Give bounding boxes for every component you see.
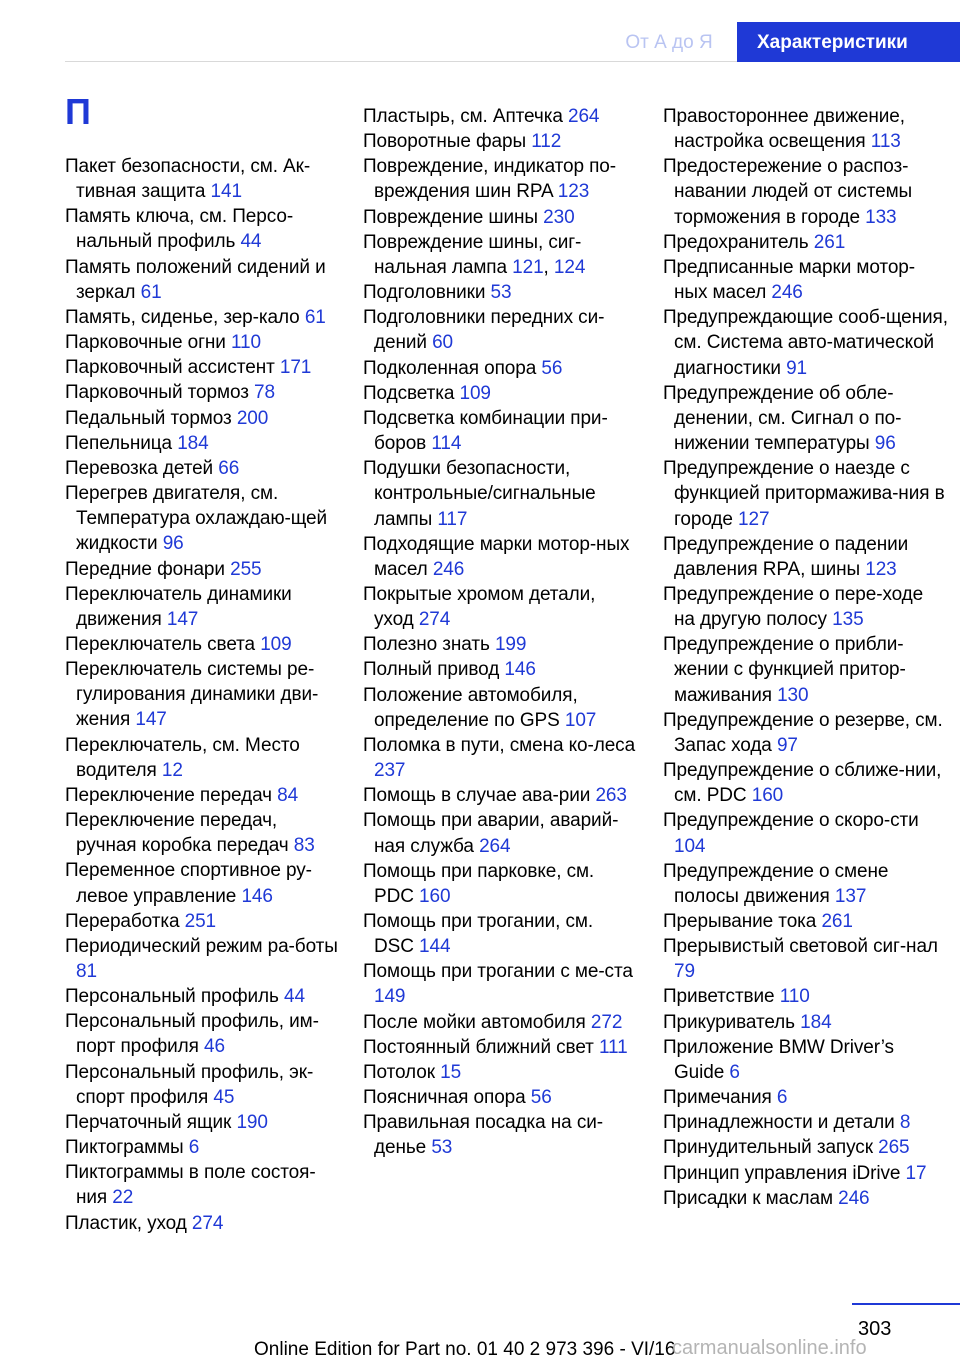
index-term: Предупреждение о сближе-нии, см. PDC [663,760,942,807]
page-reference-link[interactable]: 97 [776,734,798,756]
page-reference-link[interactable]: 190 [236,1111,268,1133]
index-term: Пластик, уход [65,1212,187,1234]
index-entry [663,708,948,758]
page-reference-link[interactable]: 111 [598,1036,628,1058]
index-entry [363,808,638,858]
page-reference-link[interactable]: 104 [674,835,706,857]
index-entry [363,205,638,230]
index-entry [363,683,638,733]
index-term: Помощь при аварии, аварий-ная служба [363,810,619,857]
index-entry [65,934,340,984]
page-reference-link[interactable]: 81 [76,961,97,982]
index-term: Принадлежности и детали [663,1112,895,1134]
page-reference-link[interactable]: 274 [418,609,451,631]
page-reference-link[interactable]: 184 [800,1011,832,1033]
index-term: Покрытые хромом детали, уход [363,583,596,631]
index-term: Подсветка комбинации при-боров [363,407,608,455]
page-reference-link[interactable]: 184 [177,432,209,454]
page-reference-link[interactable]: 15 [440,1061,462,1083]
index-term: Переключатель, см. Место водителя [65,734,300,781]
page-reference-link[interactable]: 147 [166,608,199,630]
index-entry [65,456,340,481]
index-column-2 [363,104,638,1161]
index-entry [65,657,340,732]
index-entry [663,1085,948,1110]
index-term: Память, сиденье, зер-кало [65,306,300,328]
index-entry [65,255,340,305]
index-entry [363,582,638,632]
index-entry [663,582,948,632]
page-reference-link[interactable]: 237 [374,760,406,782]
index-entry [65,632,340,657]
page-reference-link[interactable]: 61 [140,281,162,303]
page-reference-link[interactable]: 146 [504,659,536,681]
index-term: Память положений сидений и зеркал [65,256,326,303]
index-entry [363,959,638,1009]
index-column-1 [65,154,340,1236]
page-reference-link[interactable]: 17 [905,1162,927,1184]
index-entry [363,657,638,682]
tab-features[interactable]: Характеристики [737,22,960,62]
index-term: Предохранитель [663,231,809,253]
page-reference-link[interactable]: 84 [277,784,299,806]
index-entry [65,808,340,858]
page-reference-link[interactable]: 147 [135,709,167,731]
page-reference-link[interactable]: 60 [432,332,453,354]
index-term: После мойки автомобиля [363,1011,586,1033]
index-term: Передние фонари [65,558,225,580]
index-term: Пластырь, см. Аптечка [363,106,563,127]
index-entry [363,406,638,456]
index-entry: Повреждение шины, сиг-нальная лампа 121, 124 [363,231,586,278]
index-entry [663,808,948,858]
page-reference-link[interactable]: 230 [543,206,575,228]
index-term: Подходящие марки мотор-ных масел [363,533,630,580]
index-entry [663,1161,948,1186]
page-reference-link[interactable]: 117 [437,508,468,530]
page-reference-link[interactable]: 45 [213,1086,235,1108]
index-term: Полезно знать [363,634,490,656]
index-term: Постоянный ближний свет [363,1036,594,1058]
index-entry [65,1009,340,1059]
page-reference-link[interactable]: 171 [279,357,312,379]
page-reference-link[interactable]: 137 [834,885,867,907]
index-entry [65,406,340,431]
page-reference-link[interactable]: 44 [284,986,305,1008]
page-reference-link[interactable]: 246 [432,558,465,580]
index-entry [663,255,948,305]
index-entry [363,783,638,808]
index-term: Предписанные марки мотор-ных масел [663,256,915,304]
index-term: Предупреждение о скоро-сти [663,810,919,832]
index-entry [65,1160,340,1210]
index-term: Парковочный тормоз [65,382,249,404]
index-entry [363,456,638,531]
index-entry [663,1135,948,1160]
index-entry [65,783,340,808]
index-entry [663,1186,948,1211]
index-entry [363,1010,638,1035]
page-reference-link[interactable]: 61 [304,306,326,328]
index-entry [663,984,948,1009]
index-term: Прикуриватель [663,1011,795,1033]
page-reference-link[interactable]: 264 [479,835,511,857]
index-term: Потолок [363,1061,435,1083]
page-reference-link[interactable]: 113 [870,131,901,153]
page-reference-link[interactable]: 6 [776,1087,788,1109]
index-entry [65,582,340,632]
page-reference-link[interactable]: 135 [832,609,864,631]
index-term: Поломка в пути, смена ко-леса [363,734,636,756]
page-reference-link[interactable]: 78 [254,382,275,404]
index-entry [65,330,340,355]
index-term: Помощь при трогании, см. DSC [363,911,594,958]
page-reference-link[interactable]: 261 [813,231,846,253]
page-reference-link[interactable]: 160 [419,885,451,907]
index-entry [363,280,638,305]
watermark: carmanualsonline.info [672,1337,867,1359]
index-term: Пакет безопасности, см. Ак-тивная защита [65,156,311,203]
index-term: Перевозка детей [65,457,214,479]
index-entry [663,1035,948,1085]
index-term: Подголовники передних си-дений [363,307,605,354]
page-reference-link[interactable]: 123 [865,558,897,580]
index-entry [363,632,638,657]
index-term: Предупреждение о падении давления RPA, шины [663,533,909,580]
index-entry [65,355,340,380]
page-reference-link[interactable]: 144 [419,936,451,958]
index-entry [363,1060,638,1085]
page-reference-link[interactable]: 91 [786,357,808,379]
index-entry [65,1135,340,1160]
index-term: Переключатель динамики движения [65,583,292,630]
index-entry [363,532,638,582]
index-entry [363,129,638,154]
index-entry [663,305,948,380]
page-reference-link[interactable]: 149 [374,986,406,1008]
index-entry [363,305,638,355]
index-term: Персональный профиль [65,986,279,1008]
page-reference-link[interactable]: 130 [777,684,809,706]
page-reference-link[interactable]: 22 [112,1187,134,1209]
section-letter: П [65,91,91,132]
tab-a-to-z[interactable]: От А до Я [625,32,713,53]
index-term: Пиктограммы [65,1137,184,1159]
index-term: Повреждение шины [363,206,538,228]
page-reference-link[interactable]: 123 [557,181,590,203]
index-term: Принудительный запуск [663,1137,873,1159]
footer-rule [852,1303,960,1305]
index-term: Прерывистый световой сиг-нал [663,936,938,958]
index-entry [363,104,638,129]
index-term: Периодический режим ра-боты [65,935,338,957]
page-number: 303 [858,1318,892,1340]
index-term: Подсветка [363,382,455,404]
page-reference-link[interactable]: 272 [590,1011,623,1033]
page-reference-link[interactable]: 66 [218,457,240,479]
page-reference-link[interactable]: 133 [865,206,897,228]
index-entry [663,1110,948,1135]
index-term: Пиктограммы в поле состоя-ния [65,1162,316,1209]
page-reference-link[interactable]: 56 [541,357,563,379]
index-term: Персональный профиль, эк-спорт профиля [65,1061,314,1108]
index-entry [663,456,948,531]
page-reference-link[interactable]: 6 [188,1137,200,1159]
index-term: Переключение передач [65,784,272,806]
index-term: Повреждение шины, сиг-нальная лампа [363,231,582,278]
index-term: Переключатель света [65,633,256,655]
index-term: Подушки безопасности, контрольные/сигнальные лампы [363,458,596,530]
page-reference-link[interactable]: 6 [729,1061,740,1083]
index-entry [663,1010,948,1035]
index-term: Подколенная опора [363,357,537,379]
index-entry [663,934,948,984]
page-reference-link[interactable]: 96 [162,533,184,555]
index-term: Примечания [663,1087,772,1109]
index-term: Предупреждение о прибли-жении с функцией притор-маживания [663,634,906,706]
index-term: Предупреждение о пере-ходе на другую полосу [663,583,924,631]
index-entry [65,733,340,783]
index-term: Переключатель системы ре-гулирования динамики дви-жения [65,659,319,731]
index-entry [363,733,638,783]
index-term: Перегрев двигателя, см. Температура охлаждаю-щей жидкости [65,483,328,555]
page-reference-link[interactable]: 56 [530,1087,552,1109]
page-reference-link[interactable]: 124 [553,256,586,278]
index-entry [363,859,638,909]
page-reference-link[interactable]: 255 [230,558,262,580]
page-reference-link[interactable]: 121 [512,256,544,278]
page-reference-link[interactable]: 251 [184,910,217,932]
index-term: Подголовники [363,282,486,304]
index-term: Помощь в случае ава-рии [363,785,591,807]
index-entry [65,1060,340,1110]
index-term: Переменное спортивное ру-левое управление [65,860,312,907]
index-entry [363,1110,638,1160]
index-term: Приветствие [663,986,775,1008]
index-term: Помощь при трогании с ме-ста [363,961,633,983]
index-term: Предупреждение о смене полосы движения [663,860,889,907]
page-reference-link[interactable]: 109 [260,633,292,655]
index-term: Поясничная опора [363,1087,526,1109]
page-reference-link[interactable]: 141 [210,181,242,203]
page-reference-link[interactable]: 53 [431,1137,453,1159]
page-reference-link[interactable]: 8 [899,1112,911,1134]
page-reference-link[interactable]: 12 [161,759,183,781]
index-entry [363,1035,638,1060]
page-reference-link[interactable]: 110 [231,332,261,354]
index-term: Правостороннее движение, настройка освещения [663,106,905,153]
index-term: Присадки к маслам [663,1187,833,1209]
index-entry [663,632,948,707]
page-reference-link[interactable]: 112 [531,131,562,153]
index-entry [65,984,340,1009]
index-term: Предупреждение о наезде с функцией притормажива-ния в городе [663,458,945,530]
index-term: Помощь при парковке, см. PDC [363,860,595,907]
index-entry [65,204,340,254]
index-term: Принцип управления iDrive [663,1162,901,1184]
edition-note: Online Edition for Part no. 01 40 2 973 396 - VI/16 [254,1339,676,1360]
page-reference-link[interactable]: 264 [567,106,600,127]
index-entry [65,431,340,456]
index-term: Память ключа, см. Персо-нальный профиль [65,206,294,253]
index-entry [363,1085,638,1110]
page-reference-link[interactable]: 79 [674,961,695,983]
index-term: Полный привод [363,659,500,681]
page-reference-link[interactable]: 261 [821,911,853,932]
index-term: Предостережение о распоз-навании людей от системы торможения в городе [663,156,913,228]
index-term: Положение автомобиля, определение по GPS [363,684,578,731]
index-entry [663,909,948,934]
index-term: Перчаточный ящик [65,1111,232,1133]
page-reference-link[interactable]: 263 [595,785,627,807]
index-column-3 [663,104,948,1211]
index-entry [363,381,638,406]
page-reference-link[interactable]: 246 [771,282,803,304]
index-entry [65,1211,340,1236]
index-entry [65,909,340,934]
page-reference-link[interactable]: 265 [878,1137,910,1159]
page-reference-link[interactable]: 199 [494,634,527,656]
page-reference-link[interactable]: 44 [240,231,262,253]
index-term: Пепельница [65,432,172,454]
index-entry [65,858,340,908]
page-reference-link[interactable]: 96 [874,433,896,455]
page-reference-link[interactable]: 246 [838,1187,870,1209]
index-entry [663,859,948,909]
index-term: Предупреждение о резерве, см. Запас хода [663,709,943,756]
index-entry [65,154,340,204]
index-entry [363,909,638,959]
index-entry [663,758,948,808]
index-term: Переключение передач, ручная коробка передач [65,810,289,857]
index-entry [663,154,948,229]
index-entry [65,481,340,556]
index-term: Парковочный ассистент [65,357,275,379]
page-reference-link[interactable]: 46 [204,1036,225,1058]
index-entry [663,104,948,154]
index-entry [663,532,948,582]
index-entry [363,356,638,381]
index-entry [65,557,340,582]
page-reference-link[interactable]: 146 [241,885,273,907]
page-reference-link[interactable]: 274 [191,1212,224,1234]
index-term: Предупреждающие сооб-щения, см. Система авто-матической диагностики [663,307,948,379]
page-reference-link[interactable]: 109 [459,382,491,404]
page-reference-link[interactable]: 160 [751,785,784,807]
index-term: Предупреждение об обле-денении, см. Сигнал о по-нижении температуры [663,382,902,455]
index-entry [663,381,948,456]
index-entry [663,230,948,255]
index-entry [363,154,638,204]
index-term: Прерывание тока [663,911,817,932]
index-term: Приложение BMW Driver’s Guide [663,1036,894,1083]
page-reference-link[interactable]: 107 [564,709,597,731]
index-term: Повреждение, индикатор по-вреждения шин RPA [363,156,617,203]
index-term: Парковочные огни [65,332,226,354]
page-reference-link[interactable]: 127 [738,508,770,530]
index-term: Переработка [65,910,180,932]
index-entry [65,380,340,405]
page-reference-link[interactable]: 110 [779,986,810,1008]
index-term: Правильная посадка на си-денье [363,1112,603,1159]
index-entry [65,1110,340,1135]
index-term: Педальный тормоз [65,407,232,429]
page-reference-link[interactable]: 200 [236,407,269,429]
page-reference-link[interactable]: 114 [431,433,462,455]
page-reference-link[interactable]: 83 [293,835,315,857]
page-reference-link[interactable]: 53 [490,282,512,304]
index-entry [65,305,340,330]
index-term: Поворотные фары [363,131,527,153]
index-term: Персональный профиль, им-порт профиля [65,1011,319,1058]
